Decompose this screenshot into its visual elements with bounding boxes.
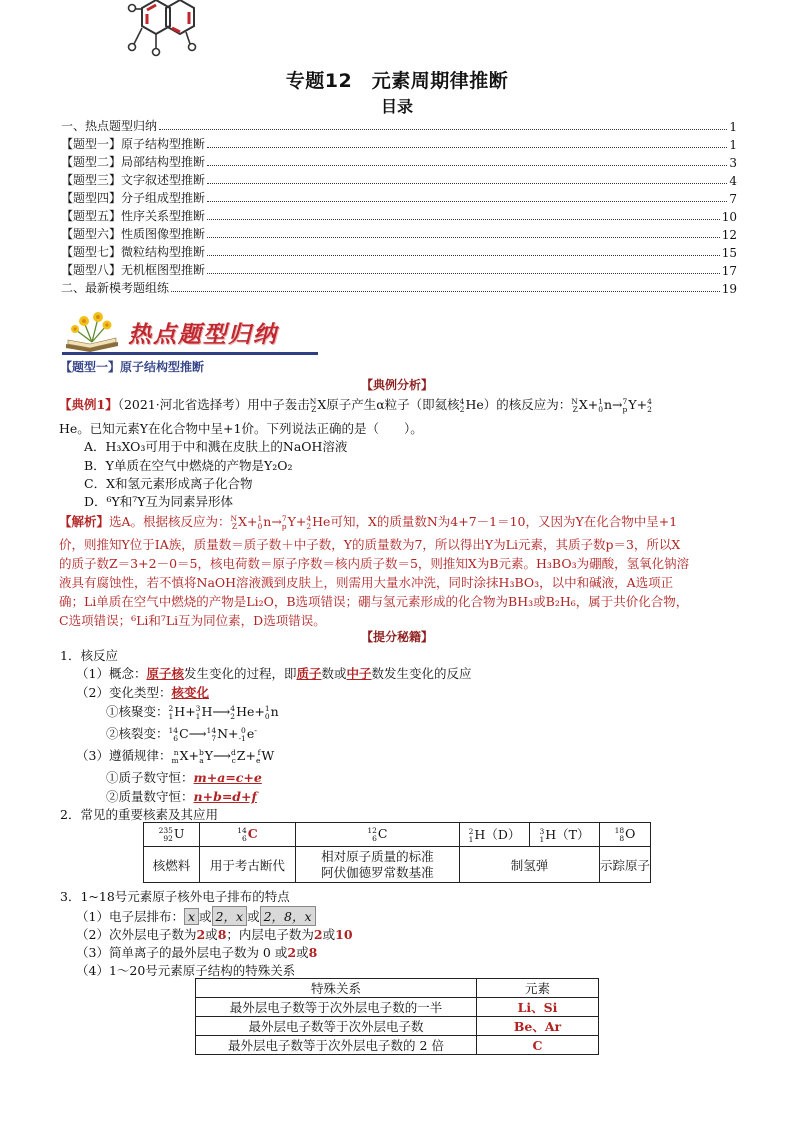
- tips-p1-types: [76, 683, 209, 701]
- element-cell: Be、Ar: [477, 1017, 599, 1036]
- text: （3）简单离子的最外层电子数为 0 或: [76, 945, 288, 960]
- nuclide-o18: 18 8 O: [599, 823, 650, 847]
- toc-entry-label: 【题型三】文字叙述型推断: [61, 173, 206, 187]
- toc-entry[interactable]: [61, 134, 737, 152]
- text: 或: [296, 945, 309, 960]
- example-tag: 【典例1】: [59, 397, 118, 412]
- text: （1）电子层排布：: [76, 909, 184, 924]
- toc-entry-page: 15: [721, 246, 737, 260]
- text: ②质量数守恒：: [106, 789, 194, 804]
- relation-header: 特殊关系: [196, 979, 477, 998]
- toc-entry[interactable]: [61, 224, 737, 242]
- toc-entry[interactable]: [61, 170, 737, 188]
- highlight: 8: [217, 927, 227, 942]
- use-line: 相对原子质量的标准: [321, 848, 434, 864]
- text: （3）遵循规律：: [76, 748, 172, 763]
- toc-entry-label: 【题型五】性序关系型推断: [61, 209, 206, 223]
- example-source: （2021·河北省选择考）: [117, 397, 248, 412]
- toc-entry-page: 3: [729, 156, 737, 170]
- toc-entry[interactable]: [61, 116, 737, 134]
- section-banner: [62, 310, 318, 356]
- analysis-line2: 价，则推知Y位于IA族，质量数＝质子数＋中子数，Y的质量数为7，所以得出Y为Li元素，其质子数p＝3，所以X: [59, 537, 681, 552]
- example-stem-part: 用中子轰击: [247, 397, 310, 412]
- example-stem-part: X原子产生α粒子（即氦核: [317, 397, 460, 412]
- tips-p1-concept: [76, 664, 472, 682]
- use-cell-c12: [295, 847, 459, 883]
- relation-cell: 最外层电子数等于次外层电子数的 2 倍: [196, 1036, 477, 1055]
- text: 数发生变化的反应: [371, 666, 472, 681]
- toc-entry-page: 1: [729, 138, 737, 152]
- relation-table: [195, 978, 599, 1055]
- toc-leader-dots: [207, 255, 720, 256]
- nuclide-c14: 14 6 C: [200, 823, 296, 847]
- tips-p3-1: [76, 906, 316, 926]
- toc-entry[interactable]: [61, 278, 737, 296]
- toc-entry-label: 一、热点题型归纳: [61, 119, 158, 133]
- analysis-text: 可知，X的质量数N为4+7－1＝10，又因为Y在化合物中呈+1: [330, 514, 678, 529]
- highlight: 2: [313, 927, 323, 942]
- toc-leader-dots: [207, 273, 720, 274]
- analysis-line3: 的质子数Z＝3+2－0＝5，核电荷数＝原子序数＝核内质子数＝5，则推知X为B元素。H₃BO₃为硼酸，氢氧化钠溶: [59, 556, 690, 571]
- toc-leader-dots: [207, 201, 727, 202]
- text: 或: [322, 927, 336, 942]
- text: （1）概念：: [76, 666, 147, 681]
- toc-entry-page: 7: [729, 192, 737, 206]
- highlight: 10: [335, 927, 353, 942]
- tips-p1: 1．核反应: [60, 648, 118, 663]
- use-cell: 示踪原子: [599, 847, 650, 883]
- relation-cell: 最外层电子数等于次外层电子数的一半: [196, 998, 477, 1017]
- tritium-label: （T）: [556, 827, 590, 843]
- toc-leader-dots: [207, 147, 727, 148]
- tips-heading: 【提分秘籍】: [360, 630, 433, 644]
- tips-p3-2: [76, 925, 353, 943]
- toc-entry-label: 【题型七】微粒结构型推断: [61, 245, 206, 259]
- highlight: 2: [196, 927, 206, 942]
- toc-entry-label: 【题型六】性质图像型推断: [61, 227, 206, 241]
- use-cell: 制氢弹: [460, 847, 600, 883]
- toc-title: 目录: [380, 97, 413, 116]
- toc-leader-dots: [207, 183, 727, 184]
- analysis-line1: 【解析】选A。根据核反应为： N Z X+ 1 0 n→ 7 p Y+ 4 2 He可知，X的质量数N为4+7－1＝10，又因为Y在化合物中呈+1: [59, 513, 678, 531]
- text: ①核聚变：: [106, 704, 169, 719]
- toc-entry-page: 12: [721, 228, 737, 242]
- tips-p1-rule: （3）遵循规律： n m X+ b a Y⟶ d c Z+ f e W: [76, 747, 275, 765]
- text: 或: [247, 909, 260, 924]
- book-flower-icon: [62, 310, 122, 354]
- page-title: 专题12 元素周期律推断: [285, 70, 509, 92]
- example-stem-part: He）的核反应为：: [465, 397, 572, 412]
- element-header: 元素: [477, 979, 599, 998]
- analysis-text: 选A。根据核反应为：: [109, 514, 231, 529]
- highlight: 原子核: [146, 666, 184, 681]
- nuclide-h3: 3 1 H（T）: [530, 823, 600, 847]
- tips-p3: 3．1~18号元素原子核外电子排布的特点: [60, 889, 290, 904]
- nuclide-u235: 235 92 U: [144, 823, 200, 847]
- highlight: m+a=c+e: [193, 770, 262, 785]
- toc-entry-label: 【题型二】局部结构型推断: [61, 155, 206, 169]
- tips-p2: 2．常见的重要核素及其应用: [60, 807, 218, 822]
- toc-leader-dots: [159, 129, 727, 130]
- toc-entry-page: 17: [721, 264, 737, 278]
- highlight: 8: [308, 945, 318, 960]
- text: 或: [205, 927, 218, 942]
- highlight: 质子: [296, 666, 322, 681]
- use-cell: 核燃料: [144, 847, 200, 883]
- analysis-tag: 【解析】: [59, 514, 110, 529]
- toc-leader-dots: [207, 219, 720, 220]
- section-heading-type1: 【题型一】原子结构型推断: [60, 360, 205, 374]
- toc-leader-dots: [207, 237, 720, 238]
- proton-conservation: [106, 768, 262, 786]
- highlight: 2: [287, 945, 297, 960]
- toc-entry-page: 4: [729, 174, 737, 188]
- text: （2）次外层电子数为: [76, 927, 197, 942]
- shell-box: 2，x: [212, 906, 248, 926]
- text: ①质子数守恒：: [106, 770, 194, 785]
- text: 或: [199, 909, 212, 924]
- analysis-line4: 液具有腐蚀性，若不慎将NaOH溶液溅到皮肤上，则需用大量水冲洗，同时涂抹H₃BO₃，以中和碱液，A选项正: [59, 575, 674, 590]
- fusion-equation: ①核聚变： 2 1 H+ 3 1 H⟶ 4 2 He+ 1 0 n: [106, 703, 279, 721]
- analysis-line5: 确；Li单质在空气中燃烧的产物是Li₂O，B选项错误；硼与氢元素形成的化合物为BH₃或B₂H₆，属于共价化合物，: [59, 594, 689, 609]
- example-stem-line2: He。已知元素Y在化合物中呈+1价。下列说法正确的是（ ）。: [59, 421, 423, 436]
- toc-leader-dots: [207, 165, 727, 166]
- deuterium-label: （D）: [485, 827, 521, 843]
- example-heading: 【典例分析】: [360, 378, 433, 392]
- option-d: D．⁶Y和⁷Y互为同素异形体: [84, 494, 234, 509]
- element-cell: Li、Si: [477, 998, 599, 1017]
- use-line: 阿伏伽德罗常数基准: [321, 864, 434, 880]
- text: 发生变化的过程，即: [183, 666, 297, 681]
- nuclide-table: [143, 822, 651, 883]
- use-cell: 用于考古断代: [200, 847, 296, 883]
- banner-text: 热点题型归纳: [128, 321, 278, 348]
- toc-entry[interactable]: [61, 206, 737, 224]
- toc-entry-label: 二、最新模考题组练: [61, 281, 170, 295]
- toc-leader-dots: [171, 291, 720, 292]
- text: 数或: [321, 666, 347, 681]
- toc-entry[interactable]: [61, 242, 737, 260]
- tips-p3-3: [76, 943, 317, 961]
- toc-entry-page: 19: [721, 282, 737, 296]
- text: （2）变化类型：: [76, 685, 172, 700]
- shell-box: 2，8，x: [260, 906, 316, 926]
- highlight: n+b=d+f: [193, 789, 257, 804]
- text: ；内层电子数为: [226, 927, 314, 942]
- toc-entry-label: 【题型八】无机框图型推断: [61, 263, 206, 277]
- text: ②核裂变：: [106, 726, 169, 741]
- mass-conservation: [106, 787, 257, 805]
- toc-entry[interactable]: [61, 260, 737, 278]
- option-a: A．H₃XO₃可用于中和溅在皮肤上的NaOH溶液: [84, 439, 348, 454]
- banner-underline: [62, 352, 318, 355]
- fission-equation: ②核裂变： 14 6 C⟶ 14 7 N+ 0 -1 e-: [106, 725, 257, 743]
- shell-box: x: [184, 908, 199, 925]
- highlight: 核变化: [171, 685, 209, 700]
- toc-entry-label: 【题型一】原子结构型推断: [61, 137, 206, 151]
- naphthalene-logo: [120, 0, 198, 62]
- toc-entry-page: 10: [721, 210, 737, 224]
- relation-cell: 最外层电子数等于次外层电子数: [196, 1017, 477, 1036]
- tips-p3-4: （4）1～20号元素原子结构的特殊关系: [76, 963, 296, 978]
- toc-entry[interactable]: [61, 188, 737, 206]
- nuclide-h2: 2 1 H（D）: [460, 823, 530, 847]
- option-b: B．Y单质在空气中燃烧的产物是Y₂O₂: [84, 458, 293, 473]
- toc-entry-page: 1: [729, 120, 737, 134]
- nuclide-c12: 12 6 C: [295, 823, 459, 847]
- analysis-line6: C选项错误；⁶Li和⁷Li互为同位素，D选项错误。: [59, 613, 326, 628]
- highlight: 中子: [346, 666, 372, 681]
- toc-entry-label: 【题型四】分子组成型推断: [61, 191, 206, 205]
- toc-entry[interactable]: [61, 152, 737, 170]
- element-cell: C: [477, 1036, 599, 1055]
- example-stem-line1: 【典例1】（2021·河北省选择考）用中子轰击 N Z X原子产生α粒子（即氦核 4 2 He）的核反应为： N Z X+ 1 0 n→ 7 p Y+ 4 2: [59, 396, 652, 414]
- option-c: C．X和氢元素形成离子化合物: [84, 476, 253, 491]
